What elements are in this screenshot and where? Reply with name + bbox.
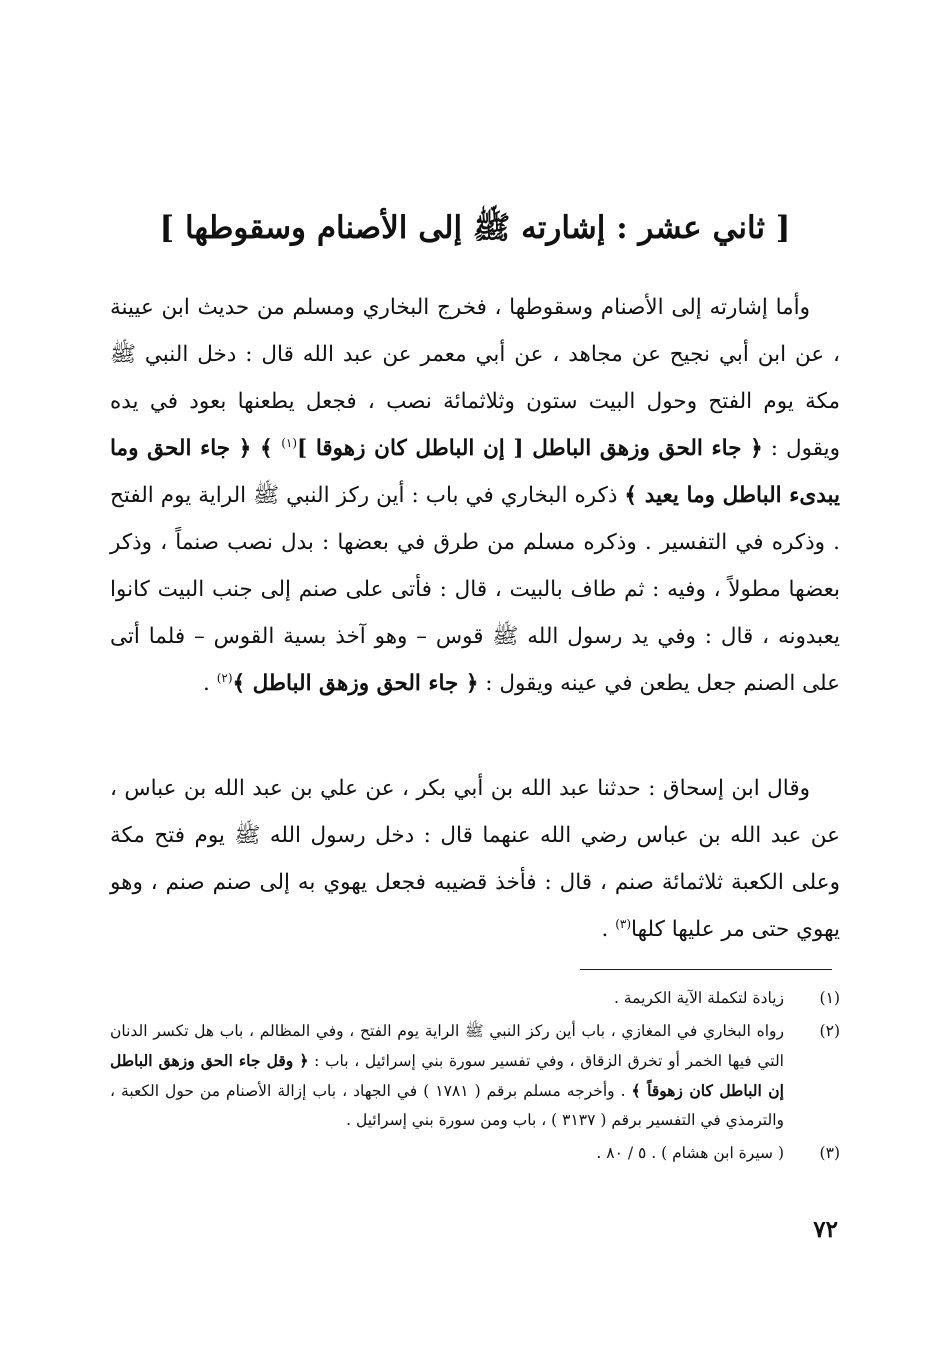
footnote-text bbox=[110, 1017, 784, 1135]
footnote-quote: ﴿ وقل جاء الحق وزهق الباطل إن الباطل كان زهوقاً ﴾ bbox=[110, 1051, 784, 1100]
paragraph-1-text-a: وأما إشارته إلى الأصنام وسقوطها ، فخرج البخاري ومسلم من حديث ابن عيينة ، عن ابن أبي نجيح عن مجاهد ، عن أبي معمر عن عبد الله قال : دخل النبي ﷺ مكة يوم الفتح وحول البيت ستون وثلاثمائة نصب ، فجعل يطعنها بعود في يده ويقول : bbox=[110, 295, 840, 461]
footnote-ref-3: (٣) bbox=[615, 916, 632, 931]
footnote-text: ( سيرة ابن هشام ) . ٥ / ٨٠ . bbox=[596, 1144, 784, 1162]
paragraph-1 bbox=[110, 284, 840, 707]
quran-quote-2: ﴿ جاء الحق وما يبدىء الباطل وما يعيد ﴾ bbox=[110, 436, 840, 508]
section-heading: [ ثاني عشر : إشارته ﷺ إلى الأصنام وسقوطها ] bbox=[159, 210, 791, 246]
paragraph-2-text-b: . bbox=[601, 917, 616, 942]
paragraph-2 bbox=[110, 765, 840, 953]
quran-quote-3: ﴿ جاء الحق وزهق الباطل ﴾ bbox=[232, 671, 479, 696]
footnote-separator bbox=[580, 969, 832, 970]
quran-quote-1-close: ﴾ bbox=[251, 436, 282, 461]
footnote-number: (٣) bbox=[819, 1144, 840, 1162]
footnote-3 bbox=[110, 1139, 840, 1168]
footnote-number: (١) bbox=[819, 989, 840, 1007]
paragraph-1-text-c: . bbox=[203, 671, 217, 696]
footnote-ref-2: (٢) bbox=[216, 670, 233, 685]
footnotes bbox=[110, 984, 840, 1172]
footnote-ref-1: (١) bbox=[281, 435, 298, 450]
footnote-number: (٢) bbox=[819, 1022, 840, 1040]
quran-quote-1: ﴿ جاء الحق وزهق الباطل [ إن الباطل كان زهوقا ] bbox=[297, 436, 763, 461]
footnote-text-b: . وأخرجه مسلم برقم ( ١٧٨١ ) في الجهاد ، باب إزالة الأصنام من حول الكعبة ، والترمذي في التفسير برقم ( ٣١٣٧ ) ، باب ومن سورة بني إسرائيل . bbox=[110, 1082, 784, 1129]
footnote-1 bbox=[110, 984, 840, 1013]
footnote-text: زيادة لتكملة الآية الكريمة . bbox=[613, 989, 784, 1007]
page-number: ٧٢ bbox=[813, 1216, 838, 1243]
footnote-2 bbox=[110, 1017, 840, 1135]
footnote-text-a: رواه البخاري في المغازي ، باب أين ركز النبي ﷺ الراية يوم الفتح ، وفي المظالم ، باب هل تكسر الدنان التي فيها الخمر أو تخرق الزقاق ، وفي تفسير سورة بني إسرائيل ، باب : bbox=[110, 1022, 784, 1070]
paragraph-1-text-b: ذكره البخاري في باب : أين ركز النبي ﷺ الراية يوم الفتح . وذكره في التفسير . وذكره مسلم من طرق في بعضها : بدل نصب صنماً ، وذكر بعضها مطولاً ، وفيه : ثم طاف بالبيت ، قال : فأتى على صنم إلى جنب البيت كانوا يعبدونه ، قال : وفي يد رسول الله ﷺ قوس – وهو آخذ بسية القوس – فلما أتى على الصنم جعل يطعن في عينه ويقول : bbox=[110, 483, 840, 696]
paragraph-2-text-a: وقال ابن إسحاق : حدثنا عبد الله بن أبي بكر ، عن علي بن عبد الله بن عباس ، عن عبد الله بن عباس رضي الله عنهما قال : دخل رسول الله ﷺ يوم فتح مكة وعلى الكعبة ثلاثمائة صنم ، قال : فأخذ قضيبه فجعل يهوي به إلى صنم صنم ، وهو يهوي حتى مر عليها كلها bbox=[110, 776, 840, 942]
